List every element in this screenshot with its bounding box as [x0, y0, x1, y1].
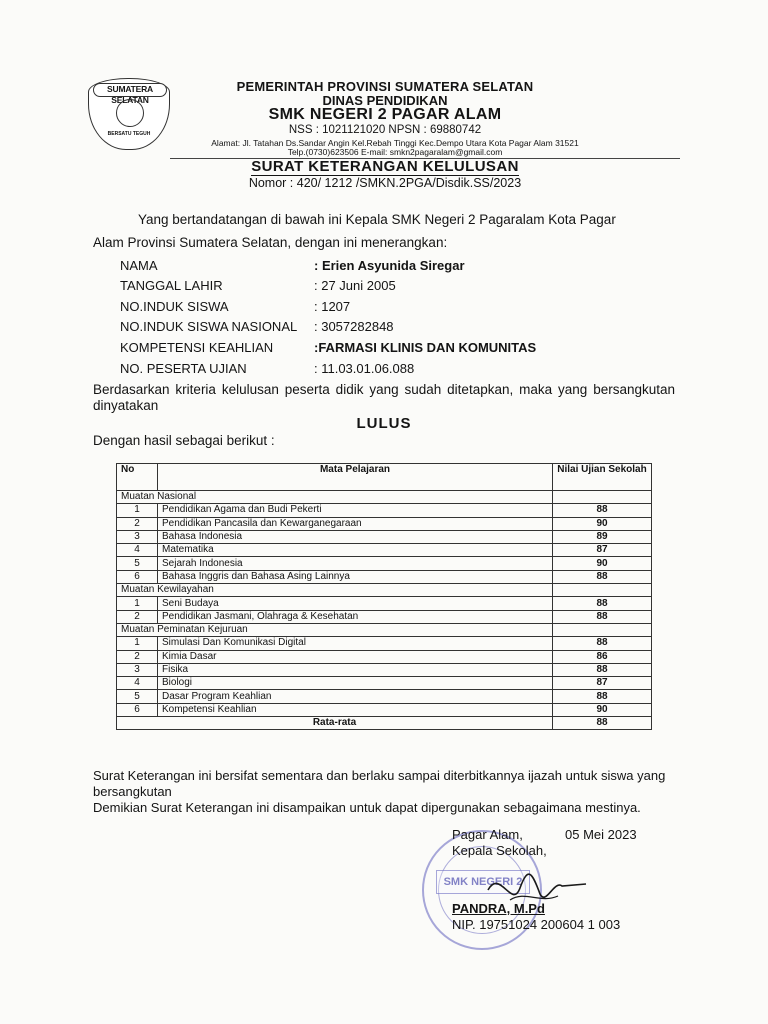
row-subject: Pendidikan Pancasila dan Kewarganegaraan [158, 517, 553, 530]
row-subject: Sejarah Indonesia [158, 557, 553, 570]
department-name: DINAS PENDIDIKAN [322, 93, 448, 108]
row-score: 88 [553, 597, 652, 610]
row-subject: Biologi [158, 677, 553, 690]
table-row [117, 530, 652, 543]
result-status: LULUS [356, 415, 412, 432]
identity-label-nis: NO.INDUK SISWA [120, 299, 229, 314]
row-score: 90 [553, 557, 652, 570]
table-average-row [117, 717, 652, 730]
average-label: Rata-rata [117, 717, 553, 730]
table-row [117, 597, 652, 610]
row-subject: Bahasa Indonesia [158, 530, 553, 543]
row-number: 3 [117, 530, 158, 543]
table-group-row [117, 491, 652, 504]
row-number: 6 [117, 570, 158, 583]
identity-value-birthdate: : 27 Juni 2005 [314, 278, 396, 293]
signature-role: Kepala Sekolah, [452, 843, 547, 858]
group-name: Muatan Nasional [117, 491, 553, 504]
row-subject: Bahasa Inggris dan Bahasa Asing Lainnya [158, 570, 553, 583]
table-group-row [117, 623, 652, 636]
row-subject: Kimia Dasar [158, 650, 553, 663]
row-number: 2 [117, 650, 158, 663]
group-score-empty [553, 623, 652, 636]
stamp-text: SMK NEGERI 2 [443, 876, 523, 888]
logo-emblem-icon [116, 99, 144, 127]
school-name: SMK NEGERI 2 PAGAR ALAM [268, 106, 502, 123]
identity-label-birthdate: TANGGAL LAHIR [120, 278, 223, 293]
table-row [117, 504, 652, 517]
group-name: Muatan Kewilayahan [117, 584, 553, 597]
row-score: 88 [553, 610, 652, 623]
identity-value-name: : Erien Asyunida Siregar [314, 258, 465, 273]
grades-body [117, 491, 652, 730]
row-score: 87 [553, 544, 652, 557]
signatory-name: PANDRA, M.Pd [452, 901, 545, 916]
row-number: 4 [117, 677, 158, 690]
table-row [117, 690, 652, 703]
row-number: 2 [117, 610, 158, 623]
identity-label-name: NAMA [120, 258, 158, 273]
identity-label-competency: KOMPETENSI KEAHLIAN [120, 340, 274, 355]
group-score-empty [553, 584, 652, 597]
header-subject: Mata Pelajaran [158, 464, 553, 491]
table-header-row [117, 464, 652, 491]
group-score-empty [553, 491, 652, 504]
closing-line-1: Surat Keterangan ini bersifat sementara dan berlaku sampai diterbitkannya ijazah untuk siswa yang bersangkutan [93, 768, 666, 799]
document-title: SURAT KETERANGAN KELULUSAN [251, 158, 519, 175]
row-score: 88 [553, 570, 652, 583]
table-row [117, 650, 652, 663]
grades-table [116, 463, 652, 730]
row-number: 3 [117, 663, 158, 676]
row-score: 87 [553, 677, 652, 690]
document-number: Nomor : 420/ 1212 /SMKN.2PGA/Disdik.SS/2023 [248, 176, 522, 190]
row-score: 88 [553, 637, 652, 650]
row-score: 88 [553, 504, 652, 517]
row-number: 1 [117, 597, 158, 610]
row-score: 88 [553, 690, 652, 703]
logo-motto: BERSATU TEGUH [107, 131, 151, 137]
row-score: 88 [553, 663, 652, 676]
identity-value-exam-number: : 11.03.01.06.088 [314, 361, 415, 376]
row-score: 90 [553, 703, 652, 716]
header-score: Nilai Ujian Sekolah [553, 464, 652, 491]
table-row [117, 677, 652, 690]
government-name: PEMERINTAH PROVINSI SUMATERA SELATAN [236, 79, 534, 94]
table-row [117, 570, 652, 583]
closing-line-2: Demikian Surat Keterangan ini disampaikan untuk dapat dipergunakan sebagaimana mestinya. [93, 800, 641, 815]
row-score: 90 [553, 517, 652, 530]
row-score: 89 [553, 530, 652, 543]
row-subject: Fisika [158, 663, 553, 676]
signature-place: Pagar Alam, [452, 827, 523, 842]
signatory-nip: NIP. 19751024 200604 1 003 [452, 917, 621, 932]
intro-line-2: Alam Provinsi Sumatera Selatan, dengan ini menerangkan: [93, 235, 448, 250]
row-number: 5 [117, 690, 158, 703]
signature-date: 05 Mei 2023 [565, 827, 637, 842]
table-row [117, 637, 652, 650]
identity-value-nis: : 1207 [314, 299, 351, 314]
identity-value-nisn: : 3057282848 [314, 319, 394, 334]
school-nss: NSS : 1021121020 NPSN : 69880742 [288, 124, 482, 136]
table-row [117, 517, 652, 530]
row-number: 1 [117, 637, 158, 650]
group-name: Muatan Peminatan Kejuruan [117, 623, 553, 636]
row-score: 86 [553, 650, 652, 663]
table-row [117, 557, 652, 570]
school-address: Alamat: Jl. Tatahan Ds.Sandar Angin Kel.Rebah Tinggi Kec.Dempo Utara Kota Pagar Alam 31521 [211, 138, 579, 148]
row-subject: Dasar Program Keahlian [158, 690, 553, 703]
row-subject: Pendidikan Agama dan Budi Pekerti [158, 504, 553, 517]
average-value: 88 [553, 717, 652, 730]
row-subject: Kompetensi Keahlian [158, 703, 553, 716]
school-contact: Telp.(0730)623506 E-mail: smkn2pagaralam@gmail.com [287, 147, 503, 157]
table-group-row [117, 584, 652, 597]
row-subject: Pendidikan Jasmani, Olahraga & Kesehatan [158, 610, 553, 623]
intro-line-1: Yang bertandatangan di bawah ini Kepala SMK Negeri 2 Pagaralam Kota Pagar [138, 212, 616, 227]
identity-label-exam-number: NO. PESERTA UJIAN [120, 361, 247, 376]
row-subject: Matematika [158, 544, 553, 557]
table-row [117, 663, 652, 676]
row-number: 4 [117, 544, 158, 557]
criteria-text: Berdasarkan kriteria kelulusan peserta didik yang sudah ditetapkan, maka yang bersangkutan dinyatakan [93, 382, 675, 413]
row-number: 1 [117, 504, 158, 517]
results-intro: Dengan hasil sebagai berikut : [93, 433, 275, 448]
row-number: 6 [117, 703, 158, 716]
row-number: 2 [117, 517, 158, 530]
table-row [117, 610, 652, 623]
logo-text: SUMATERA SELATAN [93, 83, 167, 97]
identity-label-nisn: NO.INDUK SISWA NASIONAL [120, 319, 298, 334]
table-row [117, 544, 652, 557]
table-row [117, 703, 652, 716]
header-no: No [117, 464, 158, 491]
row-subject: Seni Budaya [158, 597, 553, 610]
row-subject: Simulasi Dan Komunikasi Digital [158, 637, 553, 650]
row-number: 5 [117, 557, 158, 570]
identity-value-competency: :FARMASI KLINIS DAN KOMUNITAS [314, 340, 537, 355]
